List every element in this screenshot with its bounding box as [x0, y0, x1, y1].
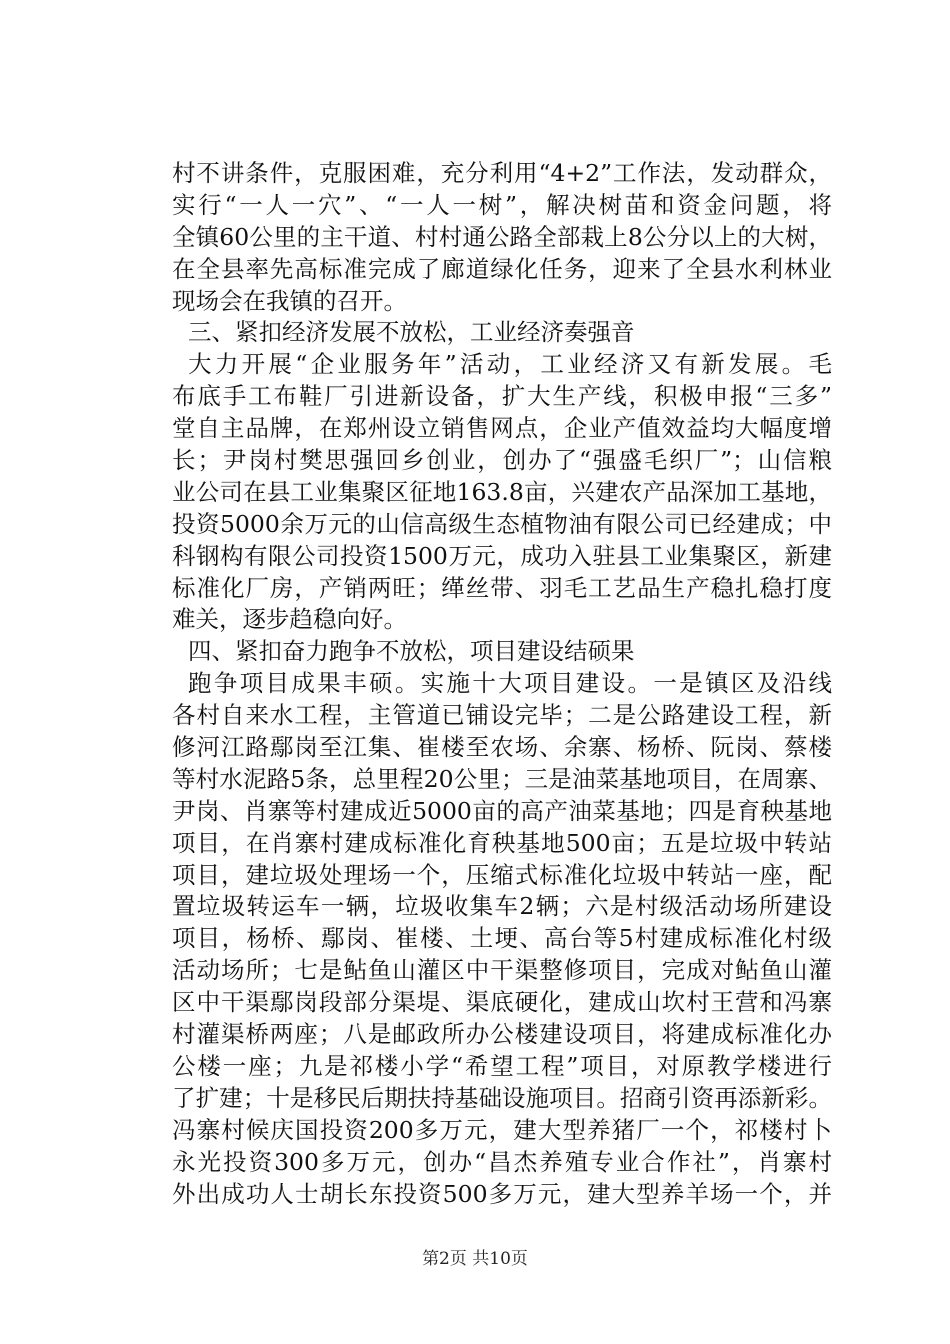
text-line: 科钢构有限公司投资1500万元，成功入驻县工业集聚区，新建 [172, 541, 832, 570]
text-line: 外出成功人士胡长东投资500多万元，建大型养羊场一个，并 [172, 1179, 832, 1208]
text-line: 置垃圾转运车一辆，垃圾收集车2辆；六是村级活动场所建设 [172, 892, 832, 921]
text-line: 实行“一人一穴”、“一人一树”，解决树苗和资金问题，将 [172, 190, 832, 219]
section-heading: 四、紧扣奋力跑争不放松，项目建设结硕果 [188, 637, 635, 666]
text-line: 项目，杨桥、鄢岗、崔楼、土埂、高台等5村建成标准化村级 [172, 924, 832, 953]
text-line: 冯寨村候庆国投资200多万元，建大型养猪厂一个，祁楼村卜 [172, 1115, 832, 1144]
text-line: 投资5000余万元的山信高级生态植物油有限公司已经建成；中 [172, 509, 832, 538]
text-line: 现场会在我镇的召开。 [172, 286, 407, 315]
text-line: 各村自来水工程，主管道已铺设完毕；二是公路建设工程，新 [172, 701, 832, 730]
text-line: 区中干渠鄢岗段部分渠堤、渠底硬化，建成山坎村王营和冯寨 [172, 988, 832, 1017]
text-line: 长；尹岗村樊思强回乡创业，创办了“强盛毛织厂”；山信粮 [172, 446, 832, 475]
text-line: 等村水泥路5条，总里程20公里；三是油菜基地项目，在周寨、 [172, 764, 832, 793]
text-line: 村灌渠桥两座；八是邮政所办公楼建设项目，将建成标准化办 [172, 1020, 832, 1049]
text-line: 活动场所；七是鲇鱼山灌区中干渠整修项目，完成对鲇鱼山灌 [172, 956, 832, 985]
text-line: 标准化厂房，产销两旺；缂丝带、羽毛工艺品生产稳扎稳打度 [172, 573, 832, 602]
text-line: 项目，在肖寨村建成标准化育秧基地500亩；五是垃圾中转站 [172, 828, 832, 857]
text-line: 永光投资300多万元，创办“昌杰养殖专业合作社”，肖寨村 [172, 1147, 832, 1176]
text-line: 项目，建垃圾处理场一个，压缩式标准化垃圾中转站一座，配 [172, 860, 832, 889]
text-line: 在全县率先高标准完成了廊道绿化任务，迎来了全县水利林业 [172, 254, 832, 283]
text-line: 布底手工布鞋厂引进新设备，扩大生产线，积极申报“三多” [172, 382, 832, 411]
text-line: 村不讲条件，克服困难，充分利用“4+2”工作法，发动群众， [172, 159, 832, 187]
document-body [172, 158, 832, 1210]
text-line: 难关，逐步趋稳向好。 [172, 605, 407, 634]
paragraph-first-line: 跑争项目成果丰硕。实施十大项目建设。一是镇区及沿线 [188, 669, 832, 698]
text-line: 公楼一座；九是祁楼小学“希望工程”项目，对原教学楼进行 [172, 1051, 832, 1080]
text-line: 业公司在县工业集聚区征地163.8亩，兴建农产品深加工基地， [172, 477, 832, 506]
paragraph-first-line: 大力开展“企业服务年”活动，工业经济又有新发展。毛 [188, 350, 832, 379]
text-line: 尹岗、肖寨等村建成近5000亩的高产油菜基地；四是育秧基地 [172, 796, 832, 825]
text-line: 堂自主品牌，在郑州设立销售网点，企业产值效益均大幅度增 [172, 414, 832, 443]
section-heading: 三、紧扣经济发展不放松，工业经济奏强音 [188, 318, 635, 347]
text-line: 了扩建；十是移民后期扶持基础设施项目。招商引资再添新彩。 [172, 1083, 832, 1112]
text-line: 全镇60公里的主干道、村村通公路全部栽上8公分以上的大树， [172, 222, 832, 251]
text-line: 修河江路鄢岗至江集、崔楼至农场、余寨、杨桥、阮岗、蔡楼 [172, 733, 832, 762]
page-number-footer: 第2页 共10页 [422, 1249, 528, 1269]
